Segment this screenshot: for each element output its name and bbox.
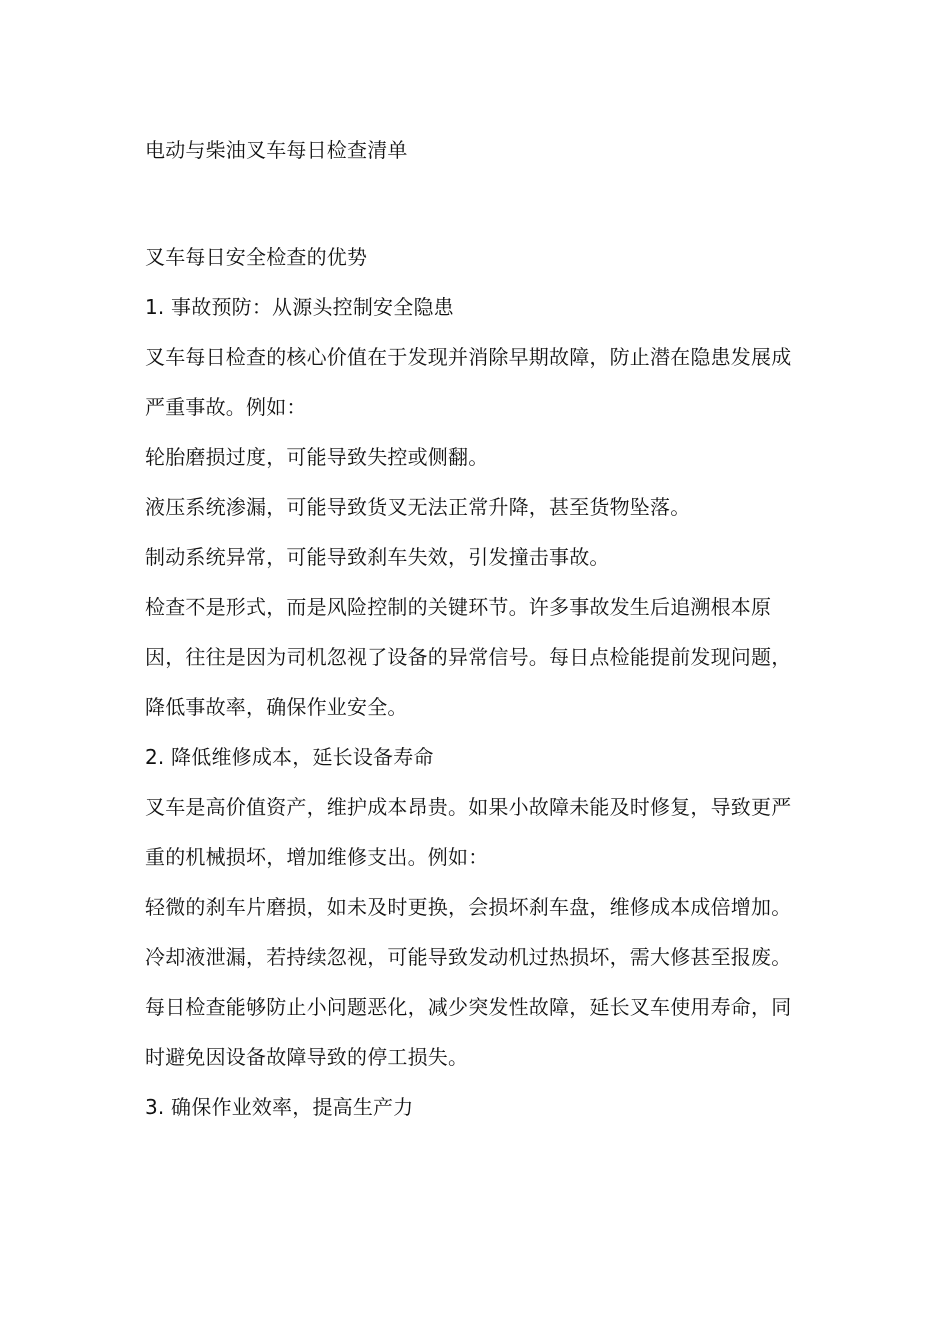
paragraph: 叉车每日检查的核心价值在于发现并消除早期故障，防止潜在隐患发展成严重事故。例如：	[145, 345, 792, 419]
list-item: 轮胎磨损过度，可能导致失控或侧翻。	[145, 445, 489, 469]
list-item: 制动系统异常，可能导致刹车失效，引发撞击事故。	[145, 545, 610, 569]
list-item: 轻微的刹车片磨损，如未及时更换，会损坏刹车盘，维修成本成倍增加。	[145, 895, 792, 919]
subsection-heading: 3. 确保作业效率，提高生产力	[145, 1095, 414, 1119]
paragraph: 每日检查能够防止小问题恶化，减少突发性故障，延长叉车使用寿命，同时避免因设备故障导致的停工损失。	[145, 995, 792, 1069]
list-item: 冷却液泄漏，若持续忽视，可能导致发动机过热损坏，需大修甚至报废。	[145, 945, 792, 969]
subsection-heading: 1. 事故预防：从源头控制安全隐患	[145, 295, 454, 319]
subsection-heading: 2. 降低维修成本，延长设备寿命	[145, 745, 434, 769]
document-title: 电动与柴油叉车每日检查清单	[145, 138, 408, 162]
paragraph: 叉车是高价值资产，维护成本昂贵。如果小故障未能及时修复，导致更严重的机械损坏，增加维修支出。例如：	[145, 795, 792, 869]
list-item: 液压系统渗漏，可能导致货叉无法正常升降，甚至货物坠落。	[145, 495, 691, 519]
section-title: 叉车每日安全检查的优势	[145, 245, 368, 269]
paragraph: 检查不是形式，而是风险控制的关键环节。许多事故发生后追溯根本原因，往往是因为司机忽视了设备的异常信号。每日点检能提前发现问题，降低事故率，确保作业安全。	[145, 595, 792, 719]
document-body	[145, 232, 807, 1132]
